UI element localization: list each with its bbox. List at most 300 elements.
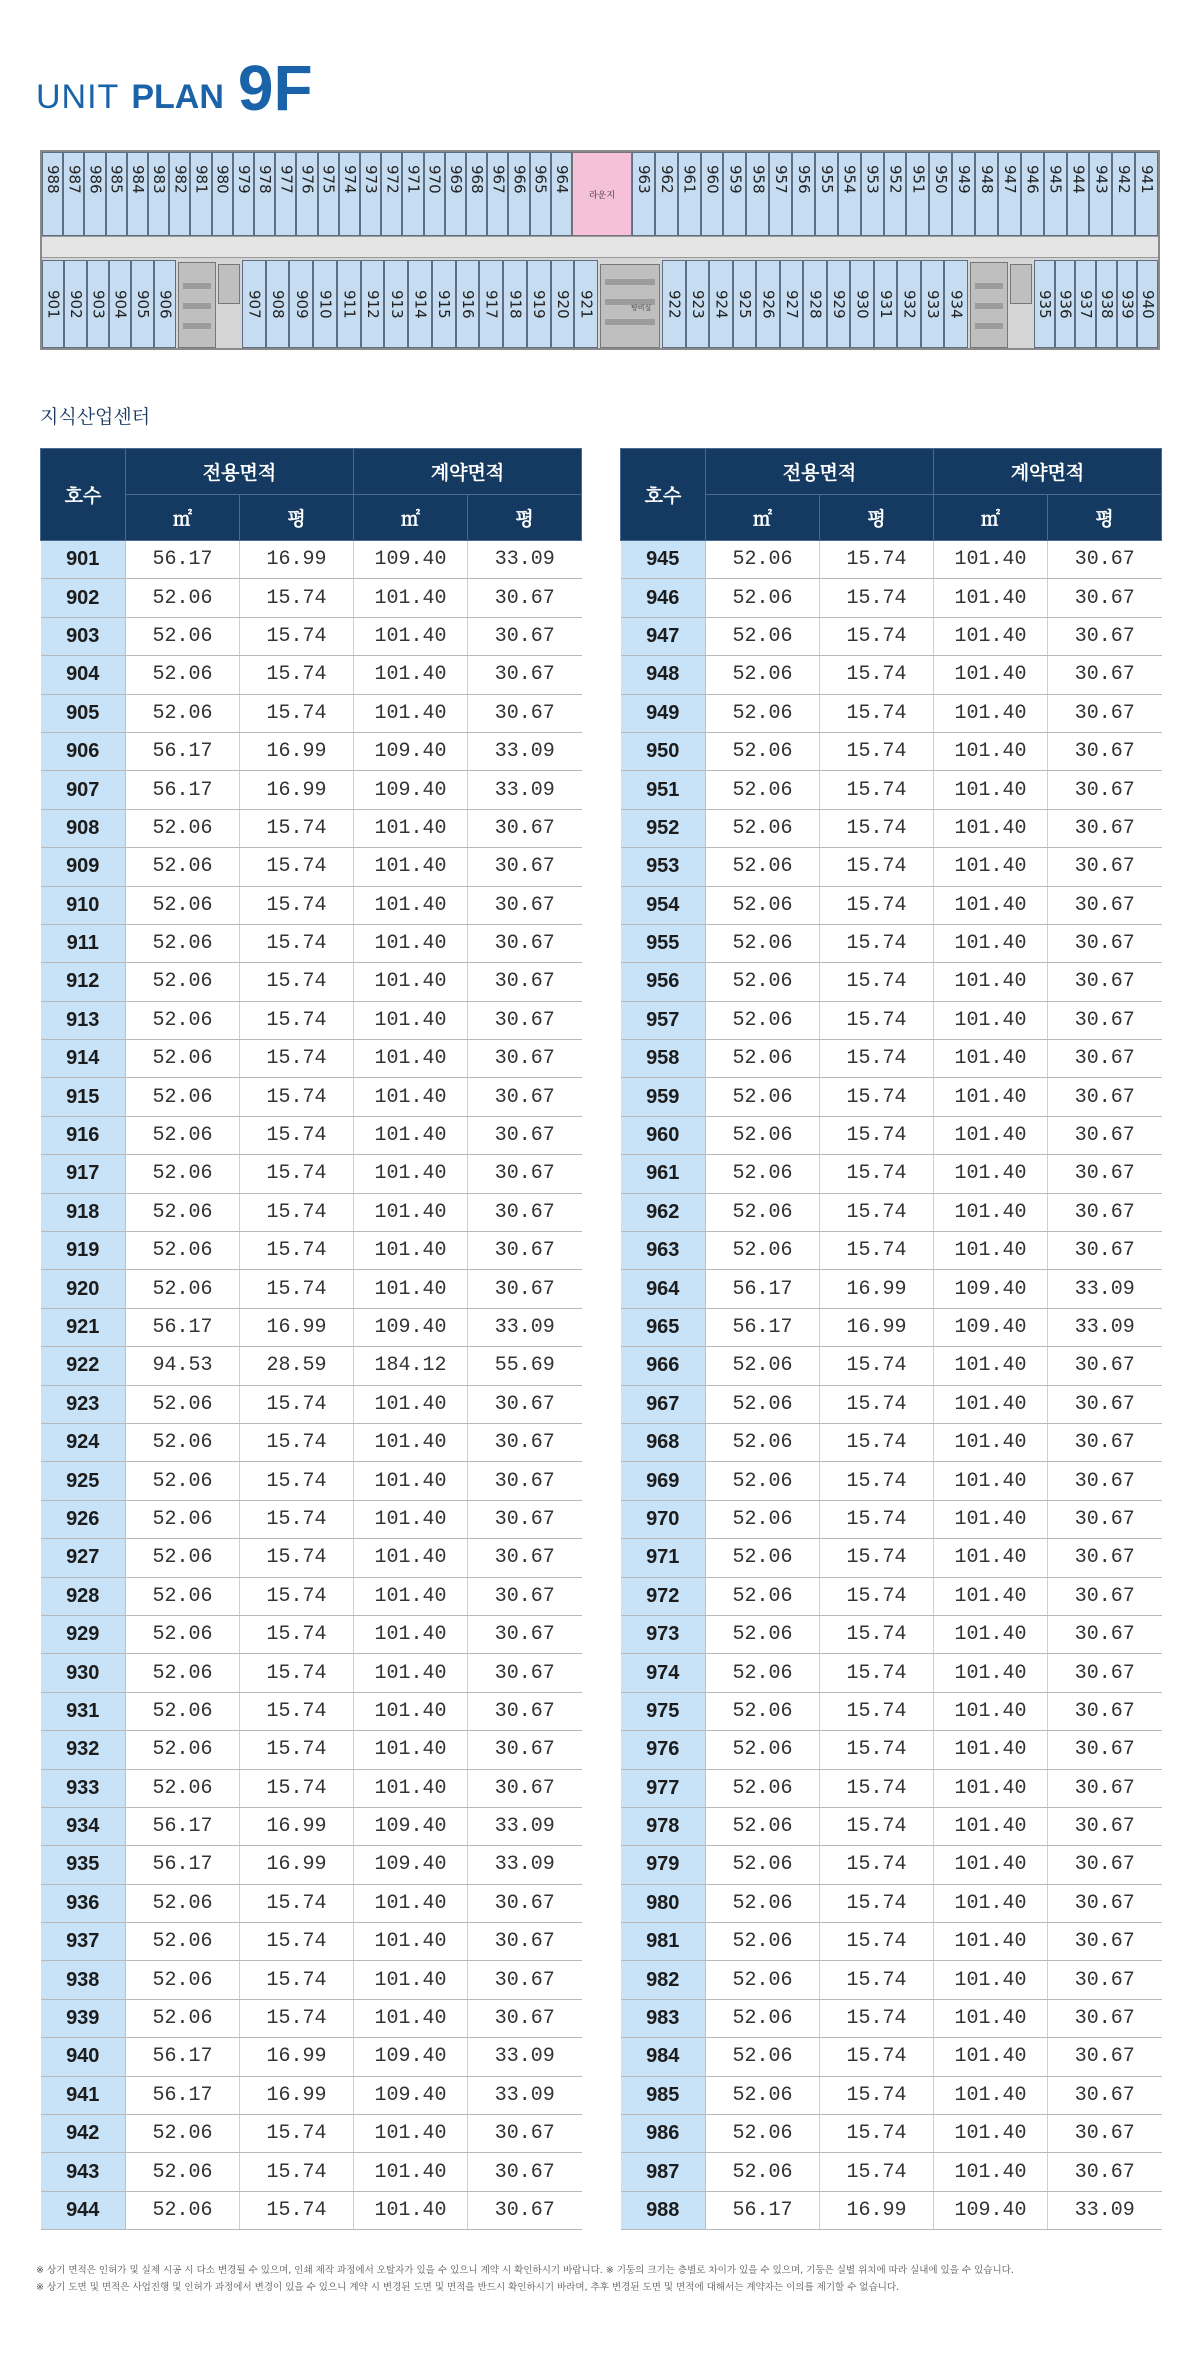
exclusive-pyeong: 15.74 (820, 732, 934, 770)
contract-sqm: 101.40 (934, 694, 1048, 732)
area-table-right (620, 448, 1162, 2230)
unit-number: 935 (41, 1846, 126, 1884)
exclusive-pyeong: 15.74 (820, 1999, 934, 2037)
contract-pyeong: 30.67 (1048, 1423, 1162, 1461)
exclusive-pyeong: 15.74 (240, 1615, 354, 1653)
exclusive-pyeong: 15.74 (820, 1961, 934, 1999)
contract-sqm: 101.40 (354, 1539, 468, 1577)
exclusive-pyeong: 15.74 (820, 2038, 934, 2076)
plan-unit-label: 925 (735, 289, 754, 319)
contract-sqm: 109.40 (354, 2076, 468, 2114)
contract-pyeong: 30.67 (468, 1001, 582, 1039)
unit-number: 921 (41, 1308, 126, 1346)
plan-unit-926 (756, 260, 780, 348)
unit-number: 981 (621, 1923, 706, 1961)
contract-pyeong: 30.67 (468, 1232, 582, 1270)
unit-number: 937 (41, 1923, 126, 1961)
plan-unit-932 (897, 260, 921, 348)
exclusive-sqm: 52.06 (126, 1577, 240, 1615)
plan-unit-label: 968 (468, 165, 487, 194)
exclusive-pyeong: 16.99 (820, 1270, 934, 1308)
contract-pyeong: 30.67 (468, 2153, 582, 2191)
contract-pyeong: 30.67 (468, 1423, 582, 1461)
plan-unit-label: 953 (863, 165, 882, 194)
exclusive-sqm: 52.06 (126, 1270, 240, 1308)
plan-unit-label: 905 (133, 289, 152, 319)
contract-pyeong: 30.67 (468, 1961, 582, 1999)
contract-pyeong: 33.09 (468, 1807, 582, 1845)
table-row (621, 1001, 1162, 1039)
contract-pyeong: 30.67 (468, 1116, 582, 1154)
plan-unit-909 (289, 260, 313, 348)
unit-number: 904 (41, 656, 126, 694)
core-center (600, 264, 660, 348)
table-row (41, 541, 582, 579)
contract-pyeong: 33.09 (1048, 1308, 1162, 1346)
unit-number: 972 (621, 1577, 706, 1615)
exclusive-sqm: 52.06 (706, 1999, 820, 2037)
plan-unit-952 (884, 152, 907, 236)
unit-number: 940 (41, 2038, 126, 2076)
contract-pyeong: 30.67 (468, 1155, 582, 1193)
plan-unit-906 (154, 260, 176, 348)
plan-unit-label: 972 (383, 165, 402, 194)
table-row (621, 656, 1162, 694)
unit-number: 903 (41, 617, 126, 655)
footnote-line: ※ 상기 면적은 인허가 및 실제 시공 시 다소 변경될 수 있으며, 인쇄 제작 과정에서 오탈자가 있을 수 있으니 계약 시 확인하시기 바랍니다. ※ 기둥의 크기는 층별로 차이가 있을 수 있으며, 기둥은 실별 위치에 따라 실내에 있을 수 있습니다. (36, 2265, 1014, 2276)
contract-sqm: 101.40 (354, 1577, 468, 1615)
contract-pyeong: 30.67 (1048, 924, 1162, 962)
unit-number: 946 (621, 579, 706, 617)
plan-unit-label: 945 (1046, 165, 1065, 194)
exclusive-sqm: 52.06 (706, 617, 820, 655)
exclusive-sqm: 52.06 (706, 963, 820, 1001)
contract-pyeong: 33.09 (468, 2076, 582, 2114)
exclusive-sqm: 56.17 (126, 732, 240, 770)
contract-pyeong: 30.67 (468, 1731, 582, 1769)
plan-unit-label: 936 (1056, 289, 1075, 319)
contract-sqm: 101.40 (354, 809, 468, 847)
unit-number: 973 (621, 1615, 706, 1653)
unit-number: 938 (41, 1961, 126, 1999)
contract-pyeong: 30.67 (1048, 1692, 1162, 1730)
plan-unit-label: 974 (340, 165, 359, 194)
exclusive-pyeong: 16.99 (240, 1308, 354, 1346)
table-row (621, 1423, 1162, 1461)
exclusive-pyeong: 15.74 (820, 1577, 934, 1615)
unit-number: 928 (41, 1577, 126, 1615)
exclusive-pyeong: 15.74 (820, 1846, 934, 1884)
exclusive-sqm: 52.06 (706, 694, 820, 732)
exclusive-sqm: 56.17 (126, 1308, 240, 1346)
unit-number: 963 (621, 1232, 706, 1270)
table-row (41, 1731, 582, 1769)
contract-sqm: 101.40 (354, 1884, 468, 1922)
contract-pyeong: 30.67 (468, 694, 582, 732)
plan-unit-label: 902 (66, 289, 85, 319)
contract-pyeong: 30.67 (468, 1769, 582, 1807)
plan-unit-930 (850, 260, 874, 348)
plan-unit-950 (929, 152, 952, 236)
contract-sqm: 101.40 (354, 1961, 468, 1999)
contract-sqm: 109.40 (354, 771, 468, 809)
plan-unit-label: 947 (1000, 165, 1019, 194)
exclusive-pyeong: 15.74 (820, 848, 934, 886)
exclusive-sqm: 56.17 (126, 541, 240, 579)
plan-unit-976 (296, 152, 317, 236)
table-row (41, 1462, 582, 1500)
exclusive-sqm: 56.17 (126, 2038, 240, 2076)
unit-number: 961 (621, 1155, 706, 1193)
exclusive-pyeong: 16.99 (240, 1807, 354, 1845)
plan-unit-980 (212, 152, 233, 236)
exclusive-sqm: 52.06 (706, 656, 820, 694)
exclusive-sqm: 52.06 (706, 924, 820, 962)
exclusive-sqm: 52.06 (126, 2153, 240, 2191)
plan-unit-908 (266, 260, 290, 348)
plan-unit-label: 969 (446, 165, 465, 194)
exclusive-pyeong: 15.74 (240, 963, 354, 1001)
contract-sqm: 101.40 (934, 1347, 1048, 1385)
unit-number: 959 (621, 1078, 706, 1116)
contract-sqm: 101.40 (354, 886, 468, 924)
table-row (621, 1807, 1162, 1845)
exclusive-sqm: 52.06 (706, 1961, 820, 1999)
contract-sqm: 101.40 (354, 2115, 468, 2153)
exclusive-pyeong: 15.74 (240, 1923, 354, 1961)
contract-pyeong: 30.67 (468, 656, 582, 694)
contract-pyeong: 33.09 (1048, 1270, 1162, 1308)
plan-unit-931 (874, 260, 898, 348)
table-row (621, 1078, 1162, 1116)
header-pyeong: 평 (820, 495, 934, 541)
table-row (621, 579, 1162, 617)
exclusive-pyeong: 15.74 (820, 2153, 934, 2191)
plan-unit-label: 965 (531, 165, 550, 194)
contract-sqm: 101.40 (354, 617, 468, 655)
exclusive-sqm: 52.06 (126, 1654, 240, 1692)
unit-number: 901 (41, 541, 126, 579)
unit-number: 905 (41, 694, 126, 732)
table-row (41, 809, 582, 847)
plan-unit-970 (424, 152, 445, 236)
plan-unit-969 (445, 152, 466, 236)
contract-sqm: 109.40 (354, 1308, 468, 1346)
table-row (621, 809, 1162, 847)
unit-number: 945 (621, 541, 706, 579)
table-row (621, 1193, 1162, 1231)
contract-pyeong: 30.67 (1048, 848, 1162, 886)
contract-sqm: 101.40 (354, 694, 468, 732)
plan-unit-966 (508, 152, 529, 236)
contract-pyeong: 30.67 (1048, 1385, 1162, 1423)
contract-sqm: 101.40 (934, 1731, 1048, 1769)
plan-unit-label: 934 (947, 289, 966, 319)
contract-pyeong: 30.67 (1048, 809, 1162, 847)
plan-unit-912 (361, 260, 385, 348)
plan-unit-943 (1089, 152, 1112, 236)
plan-unit-label: 943 (1092, 165, 1111, 194)
table-row (41, 1807, 582, 1845)
plan-unit-label: 929 (830, 289, 849, 319)
exclusive-sqm: 94.53 (126, 1347, 240, 1385)
plan-unit-915 (432, 260, 456, 348)
contract-pyeong: 30.67 (468, 2115, 582, 2153)
plan-unit-label: 901 (44, 289, 63, 319)
plan-unit-label: 933 (924, 289, 943, 319)
exclusive-sqm: 52.06 (706, 1654, 820, 1692)
core-left-b (218, 264, 240, 304)
exclusive-sqm: 52.06 (126, 1999, 240, 2037)
table-row (621, 1385, 1162, 1423)
table-row (621, 963, 1162, 1001)
exclusive-sqm: 52.06 (706, 1347, 820, 1385)
table-row (621, 1116, 1162, 1154)
plan-unit-label: 982 (171, 165, 190, 194)
contract-sqm: 101.40 (354, 1500, 468, 1538)
header-contract: 계약면적 (934, 449, 1162, 495)
unit-number: 950 (621, 732, 706, 770)
table-row (41, 1692, 582, 1730)
unit-number: 949 (621, 694, 706, 732)
plan-unit-917 (479, 260, 503, 348)
exclusive-sqm: 52.06 (126, 848, 240, 886)
plan-unit-label: 913 (387, 289, 406, 319)
plan-unit-label: 984 (128, 165, 147, 194)
plan-unit-label: 924 (712, 289, 731, 319)
contract-sqm: 109.40 (354, 541, 468, 579)
contract-sqm: 101.40 (354, 924, 468, 962)
exclusive-pyeong: 15.74 (820, 1193, 934, 1231)
contract-pyeong: 30.67 (468, 1884, 582, 1922)
unit-number: 979 (621, 1846, 706, 1884)
plan-unit-913 (384, 260, 408, 348)
exclusive-sqm: 52.06 (706, 1385, 820, 1423)
table-row (41, 1270, 582, 1308)
exclusive-pyeong: 15.74 (820, 1539, 934, 1577)
unit-number: 932 (41, 1731, 126, 1769)
table-row (41, 2076, 582, 2114)
plan-unit-987 (63, 152, 84, 236)
table-row (41, 1155, 582, 1193)
contract-sqm: 101.40 (354, 1385, 468, 1423)
plan-unit-label: 973 (362, 165, 381, 194)
unit-number: 927 (41, 1539, 126, 1577)
plan-unit-label: 952 (886, 165, 905, 194)
contract-sqm: 101.40 (934, 1232, 1048, 1270)
plan-unit-label: 904 (111, 289, 130, 319)
unit-number: 966 (621, 1347, 706, 1385)
exclusive-sqm: 52.06 (706, 1807, 820, 1845)
contract-sqm: 101.40 (934, 809, 1048, 847)
plan-unit-974 (339, 152, 360, 236)
plan-unit-961 (678, 152, 701, 236)
unit-number: 968 (621, 1423, 706, 1461)
table-row (621, 1654, 1162, 1692)
contract-pyeong: 30.67 (1048, 1769, 1162, 1807)
exclusive-pyeong: 15.74 (240, 1078, 354, 1116)
unit-number: 978 (621, 1807, 706, 1845)
table-row (41, 2153, 582, 2191)
contract-sqm: 101.40 (354, 1654, 468, 1692)
unit-number: 969 (621, 1462, 706, 1500)
core-right-b (1010, 264, 1032, 304)
table-row (41, 1500, 582, 1538)
unit-number: 956 (621, 963, 706, 1001)
exclusive-sqm: 52.06 (706, 886, 820, 924)
contract-pyeong: 30.67 (468, 1462, 582, 1500)
table-row (41, 1846, 582, 1884)
exclusive-pyeong: 15.74 (820, 1807, 934, 1845)
contract-sqm: 101.40 (934, 1961, 1048, 1999)
contract-pyeong: 30.67 (1048, 2153, 1162, 2191)
contract-sqm: 101.40 (934, 1577, 1048, 1615)
exclusive-sqm: 52.06 (126, 1500, 240, 1538)
exclusive-sqm: 56.17 (706, 2191, 820, 2229)
table-row (41, 1923, 582, 1961)
contract-sqm: 101.40 (354, 1155, 468, 1193)
table-row (41, 1961, 582, 1999)
contract-pyeong: 30.67 (1048, 1807, 1162, 1845)
table-row (41, 579, 582, 617)
exclusive-sqm: 52.06 (126, 1001, 240, 1039)
exclusive-sqm: 52.06 (706, 1040, 820, 1078)
exclusive-pyeong: 15.74 (820, 1347, 934, 1385)
unit-number: 970 (621, 1500, 706, 1538)
exclusive-sqm: 52.06 (126, 1423, 240, 1461)
table-row (41, 1001, 582, 1039)
table-row (41, 617, 582, 655)
contract-sqm: 101.40 (934, 963, 1048, 1001)
contract-pyeong: 30.67 (1048, 886, 1162, 924)
plan-unit-label: 909 (292, 289, 311, 319)
contract-pyeong: 30.67 (1048, 1193, 1162, 1231)
plan-unit-983 (148, 152, 169, 236)
table-row (621, 924, 1162, 962)
exclusive-pyeong: 15.74 (240, 1193, 354, 1231)
exclusive-sqm: 52.06 (706, 1462, 820, 1500)
exclusive-pyeong: 15.74 (820, 1385, 934, 1423)
contract-sqm: 101.40 (354, 1731, 468, 1769)
unit-number: 944 (41, 2191, 126, 2229)
plan-unit-953 (861, 152, 884, 236)
unit-number: 951 (621, 771, 706, 809)
exclusive-sqm: 52.06 (706, 1193, 820, 1231)
exclusive-sqm: 52.06 (126, 2191, 240, 2229)
table-row (41, 2191, 582, 2229)
contract-sqm: 101.40 (934, 1462, 1048, 1500)
table-row (621, 1539, 1162, 1577)
contract-sqm: 101.40 (934, 771, 1048, 809)
exclusive-pyeong: 15.74 (240, 1270, 354, 1308)
contract-sqm: 101.40 (934, 2115, 1048, 2153)
exclusive-pyeong: 16.99 (240, 2038, 354, 2076)
table-row (41, 963, 582, 1001)
exclusive-pyeong: 15.74 (240, 886, 354, 924)
contract-sqm: 101.40 (354, 579, 468, 617)
contract-sqm: 101.40 (354, 1270, 468, 1308)
exclusive-pyeong: 15.74 (820, 1462, 934, 1500)
plan-unit-979 (233, 152, 254, 236)
contract-sqm: 101.40 (934, 2153, 1048, 2191)
contract-pyeong: 30.67 (468, 579, 582, 617)
plan-unit-label: 914 (411, 289, 430, 319)
exclusive-pyeong: 15.74 (820, 1654, 934, 1692)
plan-unit-954 (838, 152, 861, 236)
table-row (621, 1884, 1162, 1922)
unit-number: 906 (41, 732, 126, 770)
exclusive-pyeong: 16.99 (240, 771, 354, 809)
exclusive-pyeong: 15.74 (240, 1654, 354, 1692)
exclusive-sqm: 52.06 (126, 809, 240, 847)
exclusive-sqm: 52.06 (706, 579, 820, 617)
exclusive-pyeong: 15.74 (820, 694, 934, 732)
table-row (41, 1539, 582, 1577)
contract-sqm: 101.40 (934, 579, 1048, 617)
footnotes (36, 2262, 1166, 2296)
contract-pyeong: 30.67 (468, 1654, 582, 1692)
contract-sqm: 109.40 (934, 1308, 1048, 1346)
unit-number: 934 (41, 1807, 126, 1845)
contract-pyeong: 30.67 (1048, 1500, 1162, 1538)
exclusive-pyeong: 16.99 (240, 2076, 354, 2114)
plan-unit-936 (1055, 260, 1076, 348)
contract-pyeong: 30.67 (1048, 1232, 1162, 1270)
unit-number: 967 (621, 1385, 706, 1423)
plan-unit-935 (1034, 260, 1055, 348)
exclusive-pyeong: 15.74 (240, 1385, 354, 1423)
exclusive-pyeong: 15.74 (240, 2153, 354, 2191)
contract-sqm: 101.40 (934, 656, 1048, 694)
exclusive-sqm: 52.06 (126, 579, 240, 617)
contract-sqm: 101.40 (934, 1846, 1048, 1884)
exclusive-sqm: 52.06 (126, 1615, 240, 1653)
plan-unit-label: 978 (256, 165, 275, 194)
exclusive-sqm: 52.06 (126, 1539, 240, 1577)
exclusive-sqm: 52.06 (706, 1232, 820, 1270)
header-sqm: ㎡ (354, 495, 468, 541)
unit-number: 942 (41, 2115, 126, 2153)
plan-unit-982 (169, 152, 190, 236)
unit-number: 977 (621, 1769, 706, 1807)
exclusive-sqm: 52.06 (706, 1884, 820, 1922)
table-row (41, 1769, 582, 1807)
contract-sqm: 101.40 (934, 924, 1048, 962)
contract-pyeong: 30.67 (468, 1078, 582, 1116)
contract-pyeong: 30.67 (1048, 541, 1162, 579)
contract-sqm: 109.40 (354, 2038, 468, 2076)
contract-sqm: 101.40 (934, 1155, 1048, 1193)
plan-unit-948 (975, 152, 998, 236)
plan-unit-label: 923 (688, 289, 707, 319)
plan-unit-922 (662, 260, 686, 348)
exclusive-sqm: 52.06 (706, 2076, 820, 2114)
plan-unit-label: 967 (489, 165, 508, 194)
exclusive-pyeong: 15.74 (240, 1884, 354, 1922)
plan-unit-label: 966 (510, 165, 529, 194)
plan-unit-981 (190, 152, 211, 236)
contract-pyeong: 30.67 (1048, 656, 1162, 694)
contract-pyeong: 30.67 (1048, 1961, 1162, 1999)
exclusive-sqm: 52.06 (126, 1385, 240, 1423)
plan-unit-label: 970 (425, 165, 444, 194)
exclusive-sqm: 52.06 (706, 771, 820, 809)
contract-sqm: 101.40 (354, 1462, 468, 1500)
exclusive-pyeong: 15.74 (240, 848, 354, 886)
contract-sqm: 101.40 (934, 617, 1048, 655)
contract-pyeong: 30.67 (468, 1193, 582, 1231)
plan-unit-label: 911 (340, 289, 359, 319)
